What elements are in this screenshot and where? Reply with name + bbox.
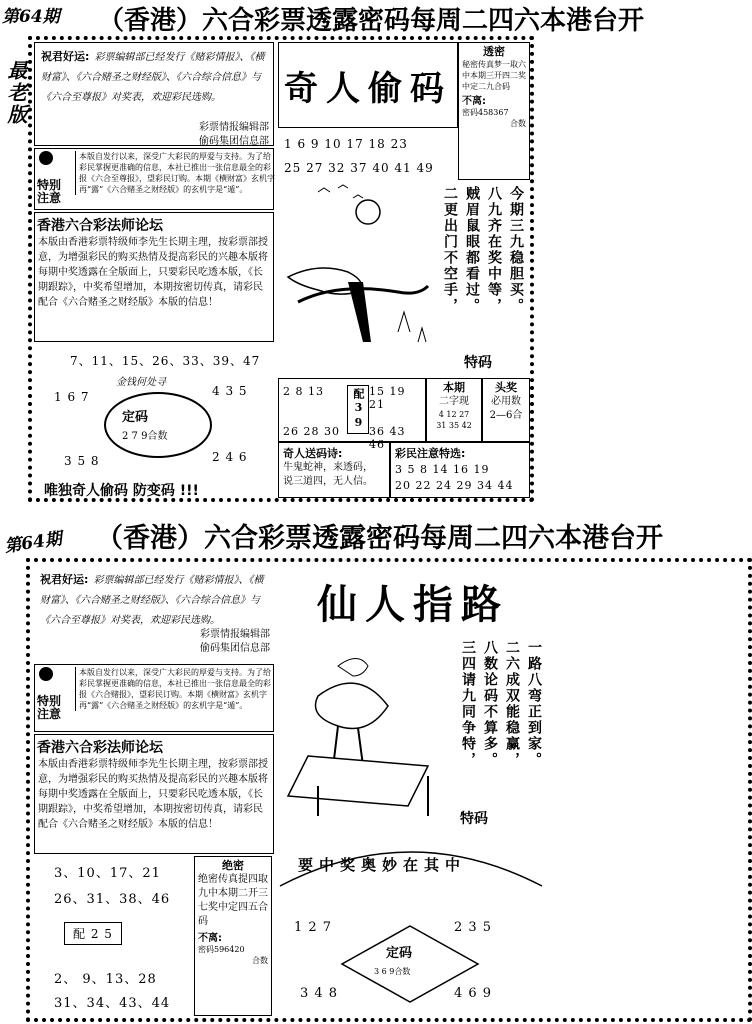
secret-code-bottom: 密码596420	[198, 945, 245, 954]
dingma-tl: 1 2 7	[294, 920, 333, 935]
toujiang-range: 2—6合	[489, 410, 523, 421]
poem-columns	[440, 186, 526, 314]
forum-box-bottom	[34, 734, 274, 854]
benqi-box	[426, 378, 482, 442]
benqi-nums-1: 4 12 27	[438, 410, 470, 419]
special-line-2: 20 22 24 29 34 44	[395, 479, 514, 492]
poem-col-4: 今期三九稳胆买。	[508, 186, 524, 314]
toujiang-title: 头奖	[495, 381, 517, 394]
forum-text: 本版由香港彩票特级师李先生长期主理，按彩票部授意，为增强彩民的购买热情及提高彩民的兴趣本版将每期中奖透露在全版面上，只要彩民吃透本版，《长期跟踪》，中奖希望增加，本期按密切传真，请彩民配合《六合赌圣之财经版》本版的信息！	[38, 237, 268, 308]
bulishi-label-bottom: 不离:	[198, 933, 222, 944]
secret-text: 秘密传真梦一取六中本期三开四二奖中定二九合码	[462, 60, 526, 91]
dingma-ellipse	[104, 392, 212, 458]
greeting-box	[34, 42, 274, 146]
numbers-line-1: 1 6 9 10 17 18 23	[284, 137, 408, 151]
poem-col-3-bottom: 二六成双能稳赢，	[504, 640, 520, 768]
notice-text-bottom: 本版自发行以来，深受广大彩民的厚爱与支持。为了给彩民掌握更准确的信息，本社已推出一张信息最全的彩报《六合赌报》，望彩民订购。本期《横财富》玄机字再“露”《六合赌圣之财经版》的玄机字是“遁”。	[75, 667, 275, 711]
pei-label: 配39	[347, 385, 369, 434]
page-header: （香港）六合彩票透露密码每周二四六本港台开	[98, 6, 645, 36]
poem-col-1: 二更出门不空手，	[442, 186, 458, 314]
dept-2: 偷码集团信息部	[199, 136, 269, 147]
page-header-bottom: （香港）六合彩票透露密码每周二四六本港台开	[96, 523, 663, 554]
notice-box-bottom	[34, 664, 274, 732]
arc-text: 要中奖奥妙在其中	[298, 856, 467, 874]
secret-title: 透密	[483, 45, 505, 58]
secret-text-bottom: 绝密传真提四取九中本期二开三七奖中定四五合码	[198, 874, 268, 927]
dingma-bottom-right: 2 4 6	[212, 450, 248, 464]
poem-col-2-bottom: 八数论码不算多。	[482, 640, 498, 768]
poem-line-2: 说三道四，无人信。	[283, 476, 373, 487]
forum-box	[34, 212, 274, 342]
poem-box	[278, 442, 390, 498]
dingma-bottom-left: 3 5 8	[64, 454, 100, 468]
numbers-block	[284, 132, 434, 180]
crane-illustration	[278, 636, 448, 826]
nums-row-3: 2、 9、13、28	[54, 972, 157, 987]
dingma-label: 定码	[122, 410, 149, 425]
benqi-nums-2: 31 35 42	[436, 421, 472, 430]
greeting-label-bottom: 祝君好运:	[40, 573, 89, 586]
benqi-title: 本期	[443, 381, 465, 394]
dingma-heshu-bottom: 3 6 9合数	[374, 967, 411, 976]
special-line-1: 3 5 8 14 16 19	[395, 463, 490, 476]
greeting-text: 彩票编辑部已经发行《赌彩情报》、《横财富》、《六合赌圣之财经版》、《六合综合信息》与《六合至尊报》对奖表，欢迎彩民选购。	[41, 52, 265, 103]
secret-box	[458, 42, 530, 180]
nums-row-1: 3、10、17、21	[54, 866, 161, 881]
pei-row-2b: 36 43 46	[369, 425, 406, 451]
pei-row-2: 26 28 30	[283, 425, 340, 438]
notice-text: 本版自发行以来，深受广大彩民的厚爱与支持。为了给彩民掌握更准确的信息，本社已推出一张信息最全的彩报《六合至尊报》，望彩民订购。本期《横财富》玄机字再“露”《六合赌圣之财经版》的玄机字是“遁”。	[75, 151, 275, 195]
special-box	[390, 442, 530, 498]
dingma-bl: 3 4 8	[300, 986, 339, 1001]
dingma-block	[34, 346, 274, 476]
pei-row-1b: 15 19 21	[369, 385, 406, 411]
monkey-illustration	[278, 182, 438, 362]
notice-label: 特别注意	[37, 178, 62, 205]
illustration-panel-bottom	[278, 636, 548, 826]
greeting-box-bottom	[34, 566, 274, 662]
dingma-top-numbers: 7、11、15、26、33、39、47	[70, 354, 261, 368]
notice-label-bottom: 特别注意	[37, 694, 62, 721]
dingma-tr: 2 3 5	[454, 920, 493, 935]
dingma-arc-text: 金钱何处寻	[116, 377, 166, 388]
title-box-bottom	[278, 566, 548, 636]
issue-number-bottom: 第64期	[3, 529, 64, 557]
dingma-br: 4 6 9	[454, 986, 493, 1001]
issue-number: 第64期	[2, 7, 60, 27]
numbers-line-2: 25 27 32 37 40 41 49	[284, 161, 434, 175]
dept-block	[199, 121, 269, 149]
dingma-right: 4 3 5	[212, 384, 248, 398]
forum-text-bottom: 本版由香港彩票特级师李先生长期主理，按彩票部授意，为增强彩民的购买热情及提高彩民的兴趣本版将每期中奖透露在全版面上，只要彩民吃透本版，《长期跟踪》，中奖希望增加，本期按密切传真，请彩民配合《六合赌圣之财经版》本版的信息！	[38, 759, 268, 830]
dept-1-bottom: 彩票情报编辑部	[200, 629, 270, 640]
dingma-left: 1 6 7	[54, 390, 90, 404]
greeting-label: 祝君好运:	[41, 50, 90, 63]
pei-bottom: 配 2 5	[64, 922, 122, 945]
heshu-label: 合数	[510, 119, 526, 128]
pei-box	[278, 378, 426, 451]
toujiang-box	[482, 378, 530, 442]
slogan: 唯独奇人偷码 防变码 !!!	[44, 483, 199, 499]
pei-row-1: 2 8 13	[283, 385, 324, 398]
special-title: 彩民注意特选:	[395, 447, 466, 460]
forum-title-bottom: 香港六合彩法师论坛	[37, 740, 163, 756]
poem-title: 奇人送码诗:	[283, 447, 343, 460]
bomb-icon-bottom	[39, 667, 53, 681]
bomb-icon	[39, 151, 53, 165]
poem-col-3: 八九齐在奖中等，	[486, 186, 502, 314]
tema-label-bottom: 特码	[460, 811, 488, 827]
page-title-bottom: 仙人指路	[317, 580, 509, 628]
illustration-panel	[278, 182, 530, 378]
dept-2-bottom: 偷码集团信息部	[200, 643, 270, 654]
secret-title-bottom: 绝密	[222, 859, 244, 872]
dept-block-bottom	[200, 628, 270, 656]
dept-1: 彩票情报编辑部	[199, 122, 269, 133]
secret-box-bottom	[194, 856, 272, 1016]
greeting-text-bottom: 彩票编辑部已经发行《赌彩情报》、《横财富》、《六合赌圣之财经版》、《六合综合信息》与《六合至尊报》对奖表，欢迎彩民选购。	[40, 575, 264, 626]
title-box	[278, 42, 458, 128]
poem-columns-bottom	[458, 640, 544, 768]
notice-box	[34, 148, 274, 210]
page-title: 奇人偷码	[284, 68, 452, 109]
benqi-sub: 二字现	[439, 396, 469, 407]
tema-label: 特码	[464, 355, 492, 371]
nums-row-4: 31、34、43、44	[54, 996, 171, 1011]
dingma-block-bottom	[274, 828, 548, 1018]
forum-title: 香港六合彩法师论坛	[37, 218, 163, 234]
numbers-block-bottom	[34, 856, 194, 1016]
side-label: 最老版	[4, 60, 28, 126]
poem-col-4-bottom: 一路八弯正到家。	[526, 640, 542, 768]
poem-col-1-bottom: 三四请九同争特，	[460, 640, 476, 768]
poem-col-2: 贼眉鼠眼都看过。	[464, 186, 480, 314]
secret-code: 密码458367	[462, 108, 509, 117]
dingma-label-bottom: 定码	[386, 946, 413, 961]
heshu-label-bottom: 合数	[252, 956, 268, 965]
poem-line-1: 牛鬼蛇神，来透码，	[283, 462, 373, 473]
bulishi-label: 不离:	[462, 96, 486, 107]
nums-row-2: 26、31、38、46	[54, 892, 171, 907]
toujiang-sub: 必用数	[491, 396, 521, 407]
dingma-heshu: 2 7 9合数	[122, 431, 168, 442]
